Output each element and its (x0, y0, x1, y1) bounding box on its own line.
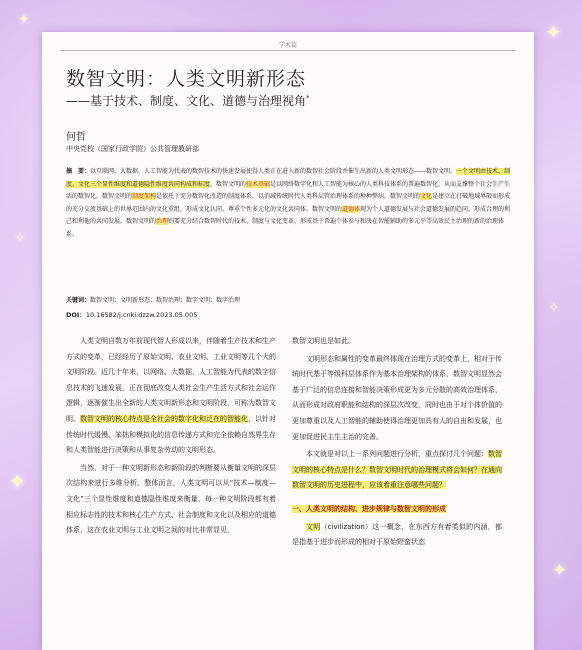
section-tag: 学术篇 (278, 42, 297, 49)
abstract-label: 摘 要： (66, 168, 91, 175)
abstract: 摘 要：以互联网、大数据、人工智能为代表的数智技术的快速发展使得人类正在进入新的数智社会阶段并催生出新的人类文明形态——数智文明。一个文明由技术、制度、文化三个显性维度和道德隐性维度共同构成和标度。数智文明的技术基础是以网络数字化和人工智能为核心的人类科技体系的普遍数智化，从而支撑整个社会生产生活的数智化。数智文明的制度架构是依托于充分数智化改造的制度体系，以消减传统时代人类科层管治理体系的种种弊病。数智文明的文化是建立在打破地域界限而形成的充分交流基础上的世界范围内的文化重组，形成文化认同、尊重个性多元化的文化共同体。数智文明的道德体现为个人道德发展与社会道德发展的趋同，形成合理的利己和利他的共同发展。数智文明的治理则要充分结合数智时代的技术、制度与文化变革，形成基于普遍个体参与和决在智能辅助的多元平等高效民主治理的新的治理体系。 (66, 168, 511, 238)
body-paragraph: 数智文明也是如此。 (292, 337, 355, 345)
body-paragraph: 本文就是对以上一系列问题进行分析，重点探讨几个问题：数智文明的核心特点是什么？数智文明时代的治理模式将会如何？在通向数智文明的历史进程中，应该着重注意哪些问题？ (292, 450, 502, 490)
star-decoration: ✦ (545, 20, 562, 44)
body-paragraph: 文明（civilization）这一概念，在东西方有着类似的内涵，都是指基于进步而形成的相对于原始野蛮状态 (292, 522, 502, 547)
author-name: 何哲 (66, 132, 86, 143)
author-affiliation: 中央党校（国家行政学院）公共管理教研部 (66, 145, 199, 153)
body-paragraph: 文明形态和属性的变革最终体现在治理方式的变革上，相对于传统时代基于等级科层体系作为基本治理架构的体系，数智文明显然会基于广泛的信息连接和智能决策形成更为多元分散的高效治理体系，从而形成对政府职能和结构的深层次改变，同时也由于对个体价值的更加尊重以及人工智能的辅助使得治理更加具有人的自由和发展，也更加促进民主生主治的完善。 (292, 354, 502, 441)
doi[interactable]: DOI：10.16582/j.cnki.dzzw.2023.05.005 (66, 311, 198, 319)
star-decoration: ✦ (8, 470, 27, 495)
body-column-left (66, 334, 276, 541)
article-title: 数智文明：人类文明新形态 (66, 68, 307, 90)
star-decoration: ✧ (548, 300, 560, 316)
star-decoration: ✦ (552, 560, 568, 581)
body-paragraph: 人类文明自数万年前现代智人形成以来，伴随着生产技术和生产方式的变革，已经经历了原始文明、农业文明、工业文明等几个大的文明阶段。近几十年来，以网络、大数据、人工智能为代表的数字信息技术的飞速发展，正在彻底改变人类社会生产生活方式和社会运作逻辑，逐渐催生出全新的人类文明新形态和文明阶段，可称为数智文明。数智文明的核心特点是全社会的数字化和泛在的智能化，以针对传统时代缓慢、笨拙和模拟化的信息传递方式和完全依赖自然界生存和人类智能进行决策和从事复杂劳动的文明形态。 (66, 337, 276, 455)
section-heading: 一、人类文明的结构、进步规律与数智文明的形成 (292, 504, 446, 513)
keywords: 关键词：数智文明；文明新形态；数智治理；数字文明；数字治理 (66, 297, 241, 304)
star-decoration: ✦ (18, 12, 30, 28)
body-paragraph: 当然，对于一种文明新形态和新阶段的判断要从衡量文明的深层次结构来进行多维分析。整体而言，人类文明可以从“技术—制度—文化”三个显性维度和道德隐性维度来衡量，每一种文明阶段都有着相应标志性的技术和核心生产方式、社会制度和文化以及相应的道德体系，这在农业文明与工业文明之间的对比非常显见， (66, 463, 276, 535)
article-page (42, 32, 534, 650)
body-column-right (292, 334, 502, 553)
article-subtitle: ——基于技术、制度、文化、道德与治理视角* (66, 94, 310, 108)
header-rule (60, 50, 516, 51)
star-decoration: ✧ (14, 230, 26, 246)
